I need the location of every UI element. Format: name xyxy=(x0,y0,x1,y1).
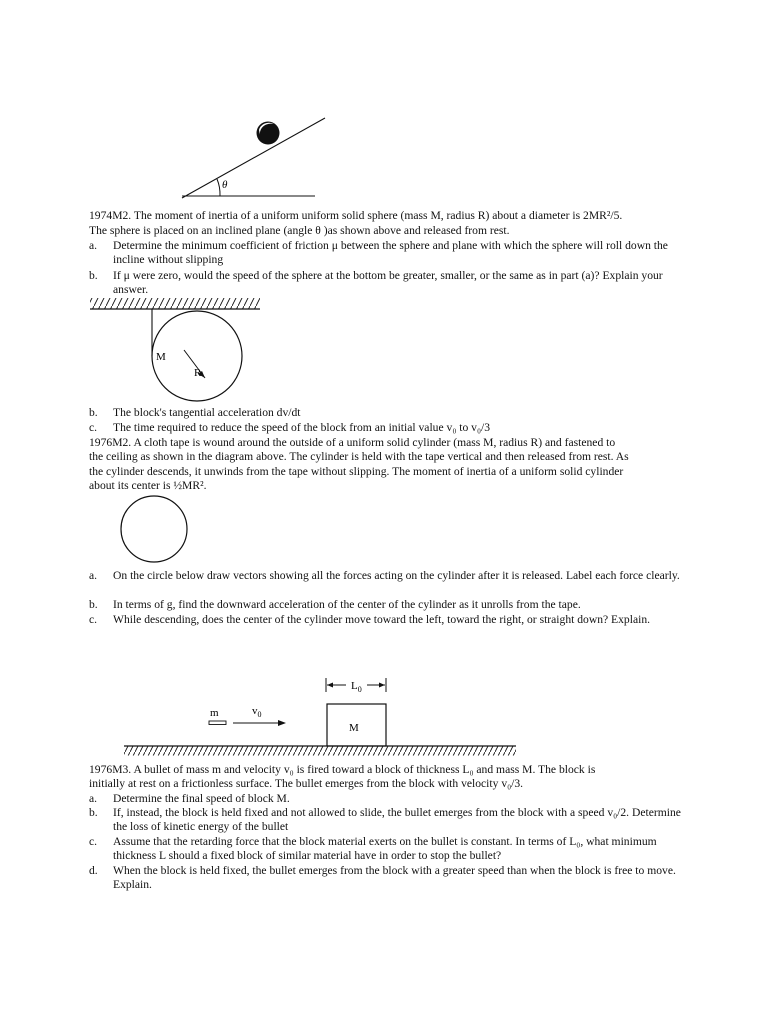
problem-1976m3-part-a xyxy=(89,792,689,806)
part-text: The time required to reduce the speed of the block from an initial value v₀ to v₀/3 xyxy=(113,421,491,434)
cylinder-circle xyxy=(121,496,187,562)
part-marker: c. xyxy=(89,613,98,626)
length-label: $L_0$ xyxy=(351,680,362,694)
part-text: On the circle below draw vectors showing all the forces acting on the cylinder after it is released. Label each force clearly. xyxy=(113,569,680,582)
problem-1974m2-part-a xyxy=(89,239,689,268)
part-text: In terms of g, find the downward acceleration of the center of the cylinder as it unrolls from the tape. xyxy=(113,598,581,611)
bullet-block-diagram xyxy=(120,672,520,758)
hanging-cylinder-diagram xyxy=(88,294,263,402)
blank-cylinder-diagram xyxy=(118,494,218,566)
part-text: If μ were zero, would the speed of the sphere at the bottom be greater, smaller, or the same as in part (a)? Explain your answer. xyxy=(113,269,663,297)
velocity-arrowhead xyxy=(278,720,286,726)
problem-1976m3-part-b xyxy=(89,806,689,835)
bullet xyxy=(209,721,226,725)
problem-id: 1974M2. xyxy=(89,209,132,222)
problem-1976m3-intro-line2: initially at rest on a frictionless surface. The bullet emerges from the block with velocity v₀/3. xyxy=(89,777,524,790)
angle-arc xyxy=(217,179,220,196)
problem-1976m2-part-b xyxy=(89,598,689,612)
problem-1974m2-intro-line2: The sphere is placed on an inclined plane (angle θ )as shown above and released from rest. xyxy=(89,223,510,237)
angle-theta-label: θ xyxy=(222,179,228,191)
bullet-mass-label: m xyxy=(210,707,219,719)
problem-1976m3-part-d xyxy=(89,864,689,893)
velocity-label: $v_0$ xyxy=(252,705,262,719)
problem-1974m2-intro-line1 xyxy=(89,209,689,223)
part-marker: a. xyxy=(89,791,98,805)
part-marker: b. xyxy=(89,806,98,819)
part-marker: b. xyxy=(89,269,98,282)
problem-1976m2-intro-line2: the ceiling as shown in the diagram above. The cylinder is held with the tape vertical and then released from rest. As xyxy=(89,450,629,463)
floor-hatch xyxy=(124,747,516,756)
dimension-arrowhead-right xyxy=(379,683,385,688)
part-marker: b. xyxy=(89,406,98,419)
block-mass-label: M xyxy=(349,722,359,734)
part-text: If, instead, the block is held fixed and not allowed to slide, the bullet emerges from the block with a speed v₀/2. Determine the loss of kinetic energy of the bullet xyxy=(113,806,681,834)
problem-1976m3-intro-line1 xyxy=(89,763,689,777)
part-marker: c. xyxy=(89,421,98,434)
problem-id: 1976M2. xyxy=(89,435,132,449)
part-marker: d. xyxy=(89,864,98,877)
part-marker: a. xyxy=(89,239,98,252)
partial-part-c xyxy=(89,421,689,435)
part-marker: a. xyxy=(89,569,98,582)
problem-id: 1976M3. xyxy=(89,762,132,776)
part-marker: c. xyxy=(89,835,98,848)
problem-1976m2-part-c xyxy=(89,613,689,627)
mass-label: M xyxy=(156,351,166,363)
problem-1976m2-part-a xyxy=(89,569,689,583)
part-text: When the block is held fixed, the bullet emerges from the block with a greater speed than when the block is free to move. Explain. xyxy=(113,864,676,892)
incline-sphere-diagram xyxy=(170,110,340,205)
part-text: The block's tangential acceleration dv/dt xyxy=(113,406,301,419)
problem-1976m2-intro-line4: about its center is ½MR². xyxy=(89,479,207,492)
problem-text: A cloth tape is wound around the outside of a uniform solid cylinder (mass M, radius R) and fastened to xyxy=(133,435,616,449)
part-text: Determine the final speed of block M. xyxy=(113,791,290,805)
part-text: While descending, does the center of the cylinder move toward the left, toward the right, or straight down? Explain. xyxy=(113,613,651,626)
ceiling-hatch xyxy=(90,298,260,309)
incline-line xyxy=(182,118,325,198)
dimension-arrowhead-left xyxy=(327,683,333,688)
radius-label: R xyxy=(194,367,202,379)
part-text: Determine the minimum coefficient of friction μ between the sphere and plane with which the sphere will roll down the incline without slipping xyxy=(113,239,668,267)
part-marker: b. xyxy=(89,598,98,611)
sphere xyxy=(257,122,280,145)
problem-text: A bullet of mass m and velocity v₀ is fired toward a block of thickness L₀ and mass M. The block is xyxy=(133,762,596,776)
problem-1976m2-intro-line3: the cylinder descends, it unwinds from the tape without slipping. The moment of inertia of a uniform solid cylinder xyxy=(89,464,624,478)
partial-part-b xyxy=(89,406,689,420)
problem-1976m3-part-c xyxy=(89,835,689,864)
problem-text: The moment of inertia of a uniform uniform solid sphere (mass M, radius R) about a diameter is 2MR²/5. xyxy=(133,209,623,222)
part-text: Assume that the retarding force that the block material exerts on the bullet is constant. In terms of L₀, what minimum thickness L should a fixed block of similar material have in order to stop the bullet? xyxy=(113,835,657,863)
problem-1976m2-intro-line1 xyxy=(89,436,689,450)
